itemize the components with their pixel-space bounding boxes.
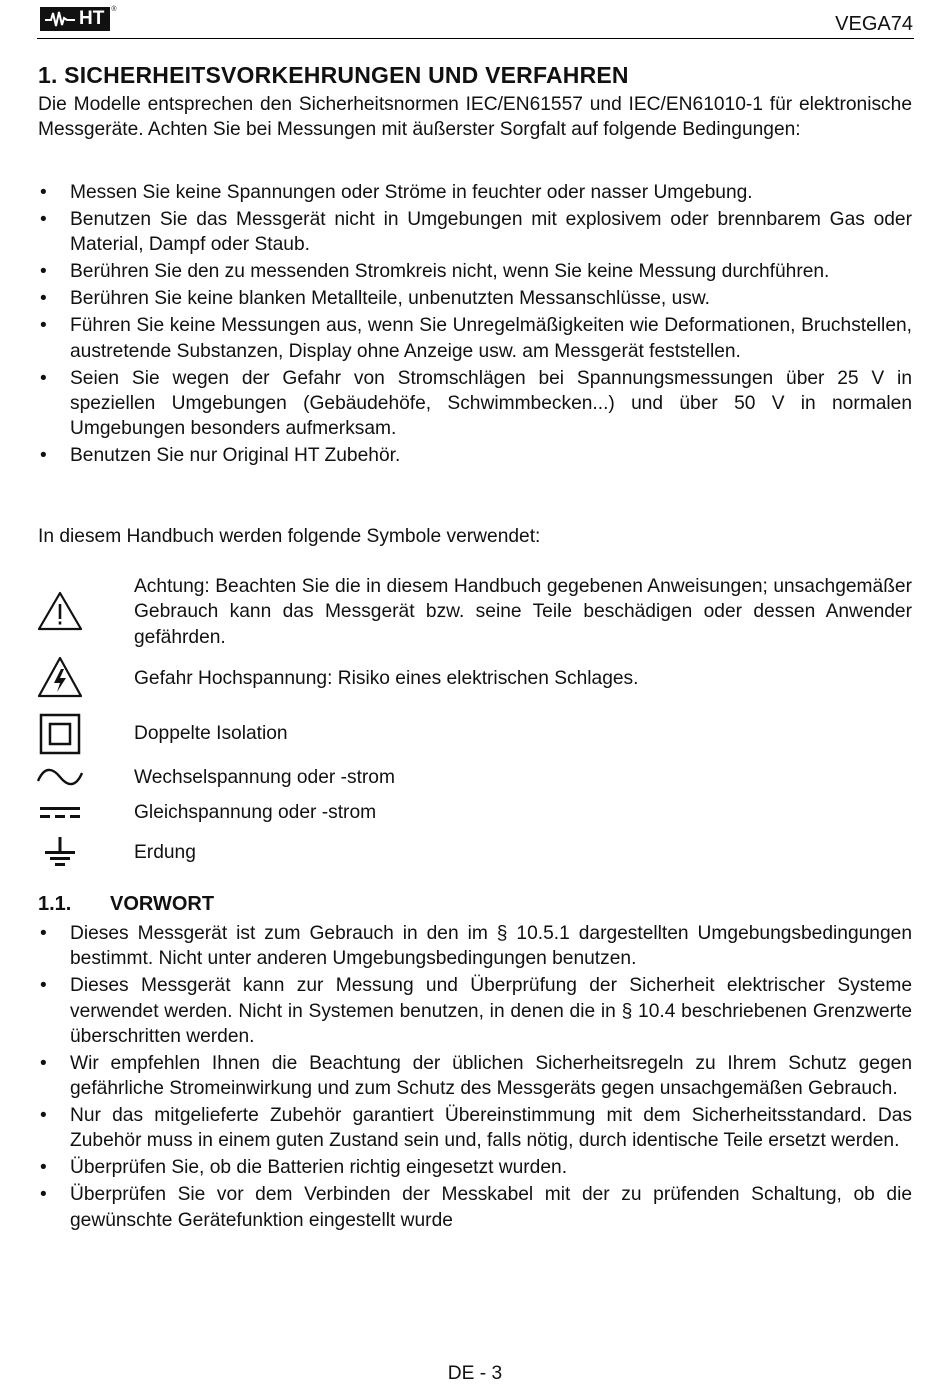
high-voltage-icon bbox=[36, 655, 84, 699]
bullet-icon: • bbox=[40, 923, 47, 944]
bullet-icon: • bbox=[40, 208, 47, 230]
intro-paragraph: Die Modelle entsprechen den Sicherheitsnormen IEC/EN61557 und IEC/EN61010-1 für elektronische Messgeräte. Achten Sie bei Messungen mit äußerster Sorgfalt auf folgende Bedingungen: bbox=[38, 94, 912, 141]
subsection-number: 1.1. bbox=[38, 893, 72, 915]
bullet-icon: • bbox=[40, 975, 47, 997]
ground-icon bbox=[36, 836, 84, 870]
list-item: • Wir empfehlen Ihnen die Beachtung der üblichen Sicherheitsregeln zu Ihrem Schutz gegen gefährliche Stromeinwirkung und zum Schutz des Messgeräts gegen unsachgemäßen Gebrauch. bbox=[40, 1052, 912, 1100]
list-item: • Nur das mitgelieferte Zubehör garantiert Übereinstimmung mit dem Sicherheitsstandard. Das Zubehör muss in einem guten Zustand sein und, falls nötig, durch identische Teile ersetzt werden. bbox=[40, 1105, 912, 1152]
symbol-warning-text: Achtung: Beachten Sie die in diesem Handbuch gegebenen Anweisungen; unsachgemäßer Gebrauch kann das Messgerät bzw. seine Teile beschädigen oder dessen Anwender gefährden. bbox=[134, 576, 912, 648]
list-item: • Berühren Sie den zu messenden Stromkreis nicht, wenn Sie keine Messung durchführen. bbox=[38, 259, 912, 284]
bullet-icon: • bbox=[40, 1157, 47, 1179]
safety-bullet-list bbox=[38, 180, 912, 470]
list-item: • Überprüfen Sie vor dem Verbinden der Messkabel mit der zu prüfenden Schaltung, ob die gewünschte Gerätefunktion eingestellt wurde bbox=[40, 1184, 912, 1231]
logo-text: HT bbox=[79, 8, 105, 29]
symbols-intro: In diesem Handbuch werden folgende Symbole verwendet: bbox=[38, 526, 541, 547]
symbol-high-voltage-text: Gefahr Hochspannung: Risiko eines elektrischen Schlages. bbox=[134, 668, 639, 689]
list-item: • Führen Sie keine Messungen aus, wenn Sie Unregelmäßigkeiten wie Deformationen, Bruchstellen, austretende Substanzen, Display ohne Anzeige usw. am Messgerät feststellen. bbox=[40, 315, 912, 362]
list-item: • Dieses Messgerät kann zur Messung und Überprüfung der Sicherheit elektrischer Systeme verwendet werden. Nicht in Systemen benutzen, in denen die in § 10.4 beschriebenen Grenzwerte überschritten werden. bbox=[40, 975, 912, 1047]
list-item: • Dieses Messgerät ist zum Gebrauch in den im § 10.5.1 dargestellten Umgebungsbedingungen bestimmt. Nicht unter anderen Umgebungsbedingungen benutzen. bbox=[40, 923, 912, 970]
logo-registered-mark: ® bbox=[111, 6, 117, 13]
list-item: • Benutzen Sie nur Original HT Zubehör. bbox=[38, 443, 912, 468]
list-item: • Berühren Sie keine blanken Metallteile, unbenutzten Messanschlüsse, usw. bbox=[38, 286, 912, 311]
bullet-icon: • bbox=[40, 445, 47, 467]
symbol-dc-text: Gleichspannung oder -strom bbox=[134, 802, 377, 823]
waveform-logo-icon bbox=[45, 10, 75, 28]
page-number: DE - 3 bbox=[447, 1363, 503, 1384]
warning-triangle-icon bbox=[36, 590, 84, 632]
symbol-ac-text: Wechselspannung oder -strom bbox=[134, 767, 395, 788]
list-item: • Seien Sie wegen der Gefahr von Stromschlägen bei Spannungsmessungen über 25 V in speziellen Umgebungen (Gebäudehöfe, Schwimmbecken...) und über 50 V in normalen Umgebungen besonders aufmerksam. bbox=[40, 367, 912, 440]
model-name: VEGA74 bbox=[835, 13, 913, 35]
list-item: • Benutzen Sie das Messgerät nicht in Umgebungen mit explosivem oder brennbarem Gas oder Material, Dampf oder Staub. bbox=[40, 208, 912, 256]
preface-bullet-list bbox=[38, 921, 912, 1235]
list-item: • Messen Sie keine Spannungen oder Ströme in feuchter oder nasser Umgebung. bbox=[38, 180, 912, 205]
bullet-icon: • bbox=[40, 315, 47, 337]
dc-icon bbox=[36, 804, 84, 822]
symbol-double-insulation-text: Doppelte Isolation bbox=[134, 723, 288, 744]
ht-logo bbox=[40, 6, 117, 32]
double-insulation-icon bbox=[36, 713, 84, 755]
subsection-title bbox=[38, 893, 214, 916]
bullet-icon: • bbox=[40, 261, 47, 283]
bullet-icon: • bbox=[40, 182, 47, 203]
header-divider bbox=[37, 38, 914, 39]
bullet-icon: • bbox=[40, 367, 47, 389]
list-item: • Überprüfen Sie, ob die Batterien richtig eingesetzt wurden. bbox=[38, 1155, 912, 1180]
bullet-icon: • bbox=[40, 288, 47, 310]
ac-sine-icon bbox=[36, 765, 84, 789]
bullet-icon: • bbox=[40, 1105, 47, 1127]
bullet-icon: • bbox=[40, 1052, 47, 1074]
bullet-icon: • bbox=[40, 1184, 47, 1206]
section-title: 1. SICHERHEITSVORKEHRUNGEN UND VERFAHREN bbox=[38, 62, 629, 88]
symbol-ground-text: Erdung bbox=[134, 842, 196, 863]
subsection-heading: VORWORT bbox=[110, 893, 215, 915]
